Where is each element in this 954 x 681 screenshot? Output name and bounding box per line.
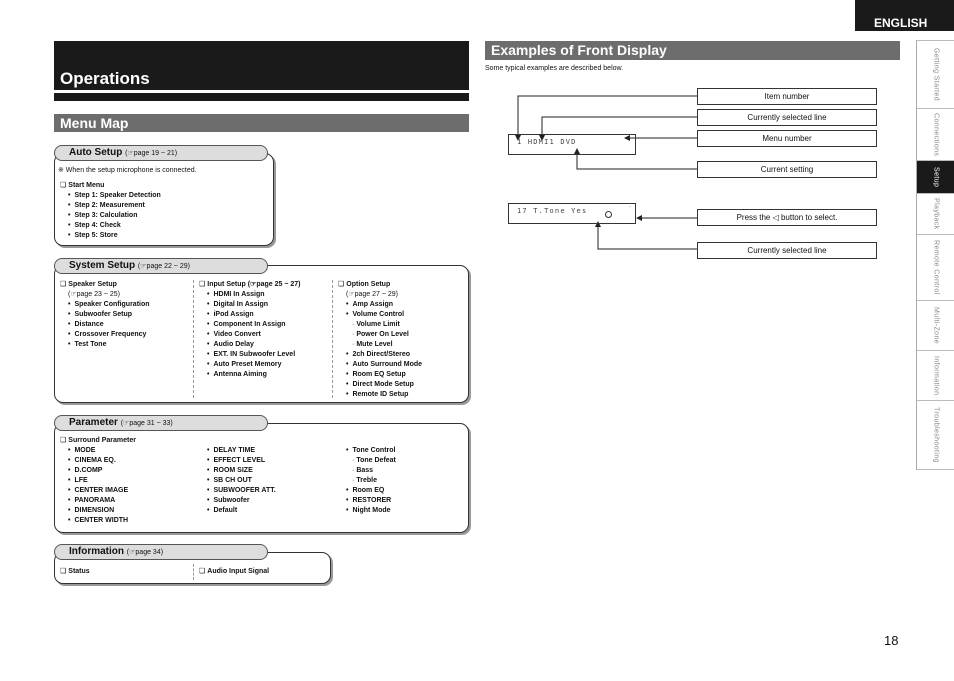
speaker-setup-list: ❑ Speaker Setup (☞page 23 ~ 25) • Speaker Configuration • Subwoofer Setup • Distance • Crossover Frequency • Test Tone [60,280,150,350]
label-menu-number: Menu number [697,130,877,147]
surround-parameter-list: ❑ Surround Parameter • MODE • CINEMA EQ. • D.COMP • LFE • CENTER IMAGE • PANORAMA • DIMENSION • CENTER WIDTH [60,436,136,526]
nav-tab-troubleshooting[interactable]: Troubleshooting [917,400,954,470]
nav-tab-information[interactable]: Information [917,350,954,400]
label-item-number: Item number [697,88,877,105]
label-selected-line-1: Currently selected line [697,109,877,126]
auto-setup-header: Auto Setup (☞page 19 ~ 21) [54,145,268,161]
selection-circle-icon [605,211,612,218]
menu-map-title: Menu Map [54,114,469,132]
label-current-setting: Current setting [697,161,877,178]
parameter-list-2: • DELAY TIME • EFFECT LEVEL • ROOM SIZE • SB CH OUT • SUBWOOFER ATT. • Subwoofer • Default [199,446,276,516]
parameter-header: Parameter (☞page 31 ~ 33) [54,415,268,431]
nav-tab-playback[interactable]: Playback [917,193,954,234]
divider [54,93,469,101]
page-number: 18 [884,633,899,648]
language-tab: ENGLISH [855,0,954,31]
front-display-intro: Some typical examples are described below. [485,65,624,72]
divider [193,280,194,398]
lcd-display-1: 1 HDMI1 DVD [508,134,636,155]
divider [193,564,194,580]
nav-tab-multi-zone[interactable]: Multi-Zone [917,300,954,350]
divider [332,280,333,398]
input-setup-list: ❑ Input Setup (☞page 25 ~ 27) • HDMI In Assign • Digital In Assign • iPod Assign • Component In Assign • Video Convert • Audio Delay • EXT. IN Subwoofer Level • Auto Preset Memory • Antenna Aiming [199,280,301,380]
reference-icon: ☞ [123,420,130,427]
auto-setup-list: ❑ Start Menu • Step 1: Speaker Detection • Step 2: Measurement • Step 3: Calculation • Step 4: Check • Step 5: Store [60,181,161,241]
side-nav [916,40,954,470]
scroll-mark-icon: : [629,133,631,140]
scroll-mark-icon: : [629,202,631,209]
system-setup-box [54,265,469,403]
system-setup-header: System Setup (☞page 22 ~ 29) [54,258,268,274]
information-status: ❑ Status [60,567,90,577]
parameter-box [54,423,469,533]
auto-setup-box [54,153,274,246]
nav-tab-getting-started[interactable]: Getting Started [917,40,954,108]
nav-tab-remote-control[interactable]: Remote Control [917,234,954,300]
label-selected-line-2: Currently selected line [697,242,877,259]
reference-icon: ☞ [129,549,136,556]
front-display-title: Examples of Front Display [485,41,900,60]
operations-title: Operations [60,69,150,88]
auto-setup-note: ※ When the setup microphone is connected. [58,167,197,174]
reference-icon: ☞ [127,150,134,157]
option-setup-list: ❑ Option Setup (☞page 27 ~ 29) • Amp Assign • Volume Control · Volume Limit · Power On Level · Mute Level • 2ch Direct/Stereo • Auto Surround Mode • Room EQ Setup • Direct Mode Setup • Remote ID Setup [338,280,422,400]
nav-tab-setup[interactable]: Setup [917,160,954,193]
lcd-display-2: 17 T.Tone Yes [508,203,636,224]
information-header: Information (☞page 34) [54,544,268,560]
parameter-list-3: • Tone Control · Tone Defeat · Bass · Treble • Room EQ • RESTORER • Night Mode [338,446,396,516]
information-audio-input: ❑ Audio Input Signal [199,567,269,577]
nav-tab-connections[interactable]: Connections [917,108,954,160]
reference-icon: ☞ [140,263,147,270]
label-press-button: Press the ◁ button to select. [697,209,877,226]
